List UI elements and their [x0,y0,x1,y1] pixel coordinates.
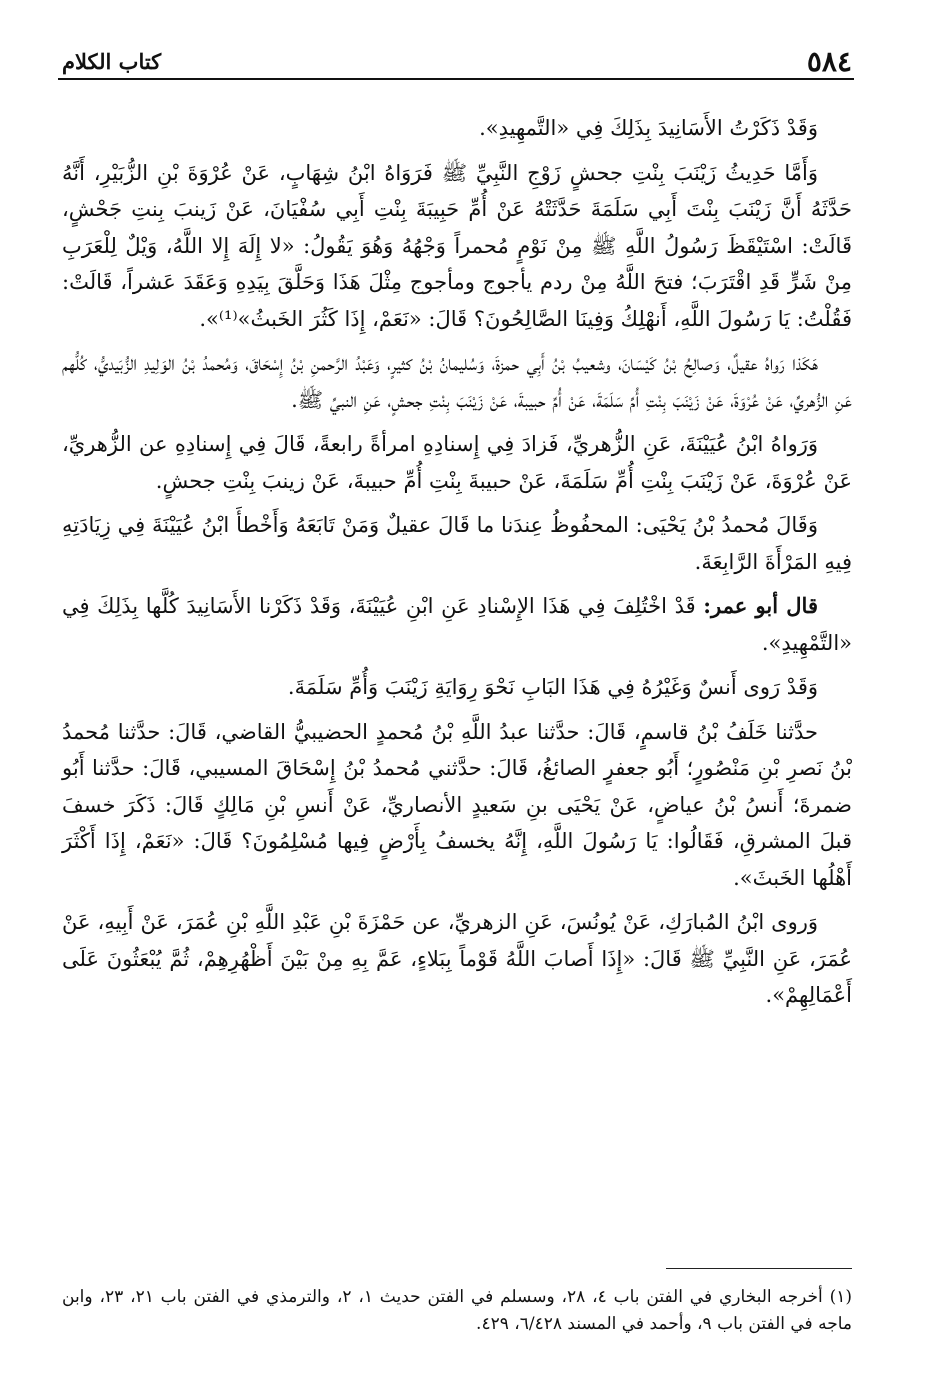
paragraph-1 [62,110,852,147]
paragraph-text: وَرَواهُ ابْنُ عُيَيْنَةَ، عَنِ الزُّهريِّ، فَزادَ فِي إِسنادِهِ امرأةً رابعةً، قَالَ فِي إِسنادِهِ عن الزُّهريِّ، عَنْ عُرْوَةَ، عَنْ زَيْنَبَ بِنْتِ أُمِّ سَلَمَةَ، عَنْ حبيبةَ بِنْتِ أُمِّ حبيبةَ، عَنْ زينبَ بِنْتِ جحشٍ. [62,432,852,493]
paragraph-text: وَقَدْ ذَكَرْتُ الأَسَانِيدَ بِذَلِكَ فِي «التَّمهِيدِ». [479,116,818,140]
footnotes [62,1284,852,1338]
paragraph-5 [62,507,852,580]
paragraph-text: وَقَالَ مُحمدُ بْنُ يَحْيَى: المحفُوظُ عِندَنا ما قَالَ عقيلٌ وَمَنْ تَابَعَهُ وَأَخْطأَ ابْنُ عُيَيْنَةَ فِي زِيَادَتِهِ فِيهِ المَرْأَةَ الرَّابِعَةَ. [62,513,852,574]
paragraph-7 [62,669,852,706]
page-header [62,38,852,78]
footnote-separator [666,1268,852,1269]
paragraph-6 [62,588,852,661]
paragraph-3 [62,345,852,418]
footnote-1 [62,1284,852,1338]
main-text [62,110,852,1022]
paragraph-text: وَأَمَّا حَدِيثُ زَيْنَبَ بِنْتِ جحشٍ زَوْجِ النَّبِيِّ ﷺ فَرَوَاهُ ابْنُ شِهَابٍ، عَنْ عُرْوَةَ بْنِ الزُّبَيْرِ، أَنَّهُ حَدَّثَهُ أَنَّ زَيْنَبَ بِنْتَ أَبِي سَلَمَةَ حَدَّثَتْهُ عَنْ أُمِّ حَبِيبَةَ بِنْتِ أَبِي سُفْيَانَ، عَنْ زَينبَ بِنتِ جَحْشٍ، قَالَتْ: اسْتَيْقَظَ رَسُولُ اللَّهِ ﷺ مِنْ نَوْمٍ مُحمراً وَجْهُهُ وَهُوَ يَقُولُ: «لا إِلَهَ إِلا اللَّهُ، وَيْلٌ لِلْعَرَبِ مِنْ شَرٍّ قَدِ اقْتَرَبَ؛ فتحَ اللَّهُ مِنْ ردم يأجوج ومأجوج مِثْلَ هَذَا وَحَلَّقَ بِيَدِهِ وَعَقَدَ عَشراً، قَالَتْ: فَقُلْتُ: يَا رَسُولَ اللَّهِ، أَنهْلِكُ وَفِينَا الصَّالِحُونَ؟ قَالَ: «نَعَمْ، إِذَا كَثُرَ الخَبثُ»⁽¹⁾». [62,160,852,331]
footnote-text: (١) أخرجه البخاري في الفتن باب ٤، ٢٨، وسسلم في الفتن حديث ١، ٢، والترمذي في الفتن باب ٢١، ٢٣، وابن ماجه في الفتن باب ٩، وأحمد في المسند ٦/٤٢٨، ٤٢٩. [62,1287,853,1334]
running-title: كتاب الكلام [62,49,162,74]
paragraph-text: وَروى ابْنُ المُبارَكِ، عَنْ يُونُسَ، عَنِ الزهريِّ، عن حَمْزَةَ بْنِ عَبْدِ اللَّهِ بْنِ عُمَرَ، عَنْ أَبِيهِ، عَنْ عُمَرَ، عَنِ النَّبِيِّ ﷺ قَالَ: «إِذَا أَصابَ اللَّهُ قَوْماً بِبَلاءٍ، عَمَّ بِهِ مِنْ بَيْنَ أَظْهُرِهِمْ، ثُمَّ يُبْعَثُونَ عَلَى أَعْمَالِهِمْ». [62,910,852,1007]
paragraph-2 [62,155,852,338]
paragraph-lead: قال أبو عمر: [703,593,818,618]
header-rule [58,78,854,80]
paragraph-4 [62,426,852,499]
paragraph-text: قَدْ اخْتُلِفَ فِي هَذَا الإِسْنادِ عَنِ ابْنِ عُيَيْنَةَ، وَقَدْ ذَكَرْنا الأَسَانِيدَ كُلَّها بِذَلِكَ فِي «التَّمْهِيدِ». [62,594,852,655]
paragraph-9 [62,904,852,1014]
page-number: ٥٨٤ [806,45,852,78]
paragraph-text: وَقَدْ رَوى أَنسٌ وَغَيْرُهُ فِي هَذَا البَابِ نَحْوَ رِوَايَةِ زَيْنَبَ وَأُمِّ سَلَمَةَ. [287,675,818,699]
paragraph-text: حدَّثنا خَلَفُ بْنُ قاسمٍ، قَالَ: حدَّثنا عبدُ اللَّهِ بْنُ مُحمدٍ الحضيبيُّ القاضي، قَالَ: حدَّثنا مُحمدُ بْنُ نَصرِ بْنِ مَنْصُورٍ؛ أَبُو جعفرٍ الصائغُ، قَالَ: حدَّثني مُحمدُ بْنُ إِسْحَاقَ المسيبي، قَالَ: حدَّثنا أَبُو ضمرةَ؛ أَنسُ بْنُ عياضٍ، عَنْ يَحْيَى بنِ سَعيدٍ الأنصاريِّ، عَنْ أَنسِ بْنِ مَالِكٍ قَالَ: ذَكَرَ خسفَ قبلَ المشرقِ، فَقَالُوا: يَا رَسُولَ اللَّهِ، إِنَّهُ يخسفُ بِأَرْضٍ فِيها مُسْلِمُونَ؟ قَالَ: «نَعَمْ، إِذَا أَكْثَرَ أَهْلُها الخَبثَ». [62,719,852,890]
paragraph-8 [62,714,852,897]
paragraph-text: هَكَذا رَواهُ عقيلٌ، وَصالِحُ بْنُ كَيْسَانَ، وشعيبُ بْنُ أَبِي حمزةَ، وَسُليمانُ بْنُ كثيرٍ، وَعَبْدُ الرَّحمنِ بْنُ إِسْحَاقَ، وَمُحمدُ بْنُ الوَلِيدِ الزُّبَيديُّ، كُلُّهم عَنِ الزُّهريِّ، عَنْ عُرْوَةَ، عَنْ زَيْنَبَ بِنْتِ أُمِّ سَلَمَةَ، عَنْ أُمِّ حبيبةَ، عَنْ زَيْنَبَ بِنْتِ جحشٍ، عَنِ النبيِّ ﷺ. [62,351,852,412]
